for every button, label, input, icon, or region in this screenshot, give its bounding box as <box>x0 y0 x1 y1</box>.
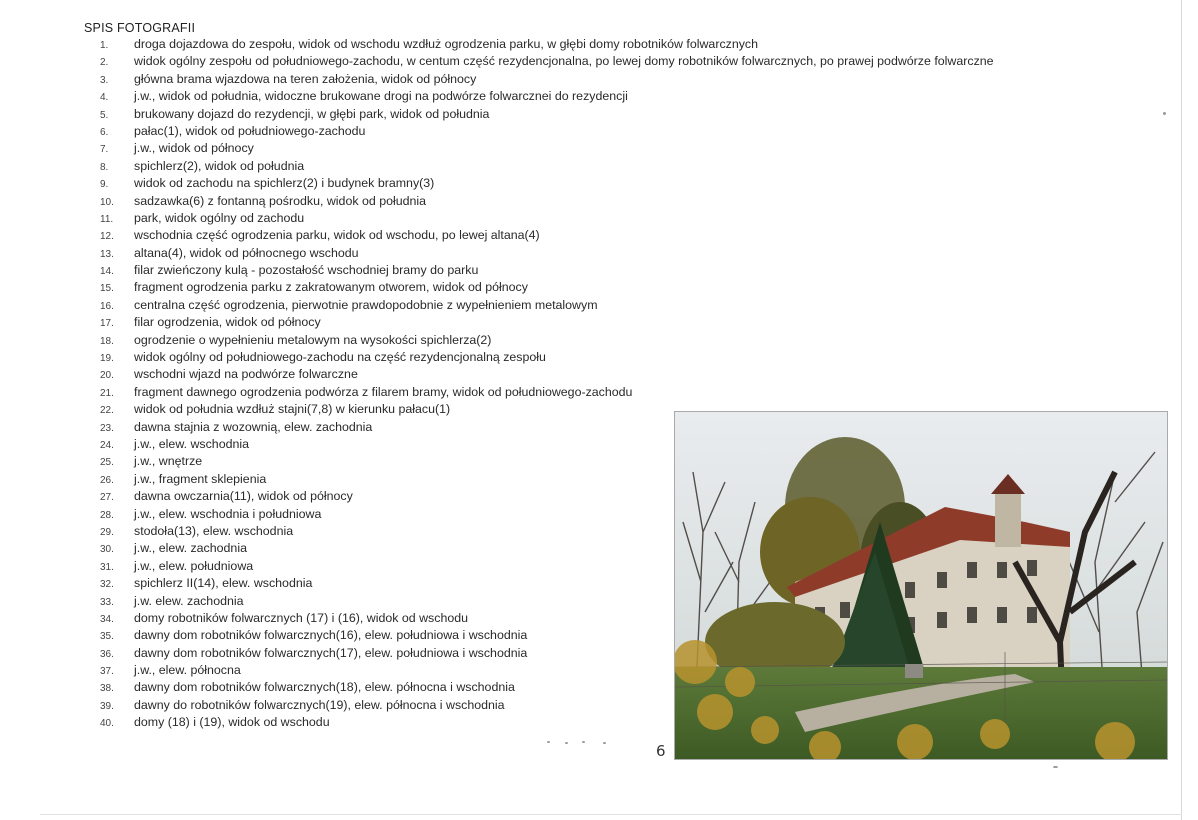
list-item <box>100 245 994 262</box>
item-text: pałac(1), widok od południowego-zachodu <box>134 123 366 138</box>
item-number: 20. <box>100 370 114 382</box>
list-item <box>100 349 994 366</box>
item-number: 24. <box>100 439 114 451</box>
item-number: 28. <box>100 509 114 521</box>
item-text: widok ogólny od południowego-zachodu na część rezydencjonalną zespołu <box>134 350 546 365</box>
list-item <box>100 314 994 331</box>
item-text: centralna część ogrodzenia, pierwotnie prawdopodobnie z wypełnieniem metalowym <box>134 297 598 312</box>
item-text: j.w., widok od południa, widoczne brukowane drogi na podwórze folwarcznei do rezydencji <box>134 89 628 104</box>
item-number: 32. <box>100 579 114 591</box>
item-number: 22. <box>100 405 114 417</box>
item-text: sadzawka(6) z fontanną pośrodku, widok od południa <box>134 193 427 208</box>
list-item <box>100 36 994 53</box>
item-text: park, widok ogólny od zachodu <box>134 210 305 225</box>
item-number: 3. <box>100 74 109 86</box>
item-text: brukowany dojazd do rezydencji, w głębi park, widok od południa <box>134 106 490 121</box>
item-number: 40. <box>100 718 114 730</box>
item-text: j.w. elew. zachodnia <box>134 593 244 608</box>
item-text: stodoła(13), elew. wschodnia <box>134 523 294 538</box>
item-text: dawny do robotników folwarcznych(19), elew. północna i wschodnia <box>134 697 505 712</box>
list-item <box>100 106 994 123</box>
scan-speck <box>565 742 568 744</box>
item-text: j.w., elew. południowa <box>134 558 254 573</box>
item-number: 31. <box>100 561 114 573</box>
item-text: ogrodzenie o wypełnieniu metalowym na wysokości spichlerza(2) <box>134 332 492 347</box>
item-text: spichlerz II(14), elew. wschodnia <box>134 576 313 591</box>
item-text: j.w., fragment sklepienia <box>134 471 267 486</box>
scan-speck <box>1163 112 1166 115</box>
list-item <box>100 175 994 192</box>
item-text: widok od zachodu na spichlerz(2) i budynek bramny(3) <box>134 176 435 191</box>
list-item <box>100 384 994 401</box>
item-text: wschodni wjazd na podwórze folwarczne <box>134 367 358 382</box>
item-text: j.w., widok od północy <box>134 141 254 156</box>
item-number: 18. <box>100 335 114 347</box>
item-number: 19. <box>100 353 114 365</box>
list-item <box>100 332 994 349</box>
item-text: filar zwieńczony kulą - pozostałość wschodniej bramy do parku <box>134 263 479 278</box>
item-number: 21. <box>100 387 114 399</box>
item-number: 37. <box>100 666 114 678</box>
item-text: fragment dawnego ogrodzenia podwórza z filarem bramy, widok od południowego-zachodu <box>134 384 633 399</box>
item-number: 2. <box>100 57 109 69</box>
item-text: fragment ogrodzenia parku z zakratowanym otworem, widok od północy <box>134 280 528 295</box>
page-number: 6 <box>656 742 666 760</box>
item-text: widok od południa wzdłuż stajni(7,8) w kierunku pałacu(1) <box>134 402 451 417</box>
page-edge-line <box>1181 0 1182 820</box>
item-number: 8. <box>100 161 109 173</box>
item-number: 33. <box>100 596 114 608</box>
item-number: 14. <box>100 266 114 278</box>
item-text: j.w., elew. zachodnia <box>134 541 247 556</box>
item-number: 12. <box>100 231 114 243</box>
scan-speck <box>547 741 550 743</box>
item-number: 7. <box>100 144 109 156</box>
item-text: domy (18) i (19), widok od wschodu <box>134 715 330 730</box>
item-text: droga dojazdowa do zespołu, widok od wschodu wzdłuż ogrodzenia parku, w głębi domy robotników folwarcznych <box>134 37 759 51</box>
item-number: 36. <box>100 648 114 660</box>
list-item <box>100 366 994 383</box>
list-item <box>100 262 994 279</box>
item-number: 25. <box>100 457 114 469</box>
item-number: 39. <box>100 700 114 712</box>
scan-speck <box>1053 766 1058 768</box>
item-number: 23. <box>100 422 114 434</box>
item-number: 13. <box>100 248 114 260</box>
item-number: 10. <box>100 196 114 208</box>
item-number: 15. <box>100 283 114 295</box>
item-number: 5. <box>100 109 109 121</box>
list-item <box>100 140 994 157</box>
item-text: filar ogrodzenia, widok od północy <box>134 315 321 330</box>
document-title: SPIS FOTOGRAFII <box>84 21 196 35</box>
list-item <box>100 53 994 70</box>
item-number: 29. <box>100 526 114 538</box>
item-text: dawny dom robotników folwarcznych(17), elew. południowa i wschodnia <box>134 645 528 660</box>
list-item <box>100 279 994 296</box>
list-item <box>100 210 994 227</box>
list-item <box>100 158 994 175</box>
list-item <box>100 71 994 88</box>
item-number: 16. <box>100 300 114 312</box>
item-text: główna brama wjazdowa na teren założenia, widok od północy <box>134 71 477 86</box>
item-text: j.w., wnętrze <box>134 454 203 469</box>
item-text: altana(4), widok od północnego wschodu <box>134 245 359 260</box>
list-item <box>100 193 994 210</box>
item-text: j.w., elew. północna <box>134 663 241 678</box>
item-text: j.w., elew. wschodnia <box>134 436 250 451</box>
item-number: 27. <box>100 492 114 504</box>
item-text: widok ogólny zespołu od południowego-zachodu, w centum część rezydencjonalna, po lewej domy robotników folwarcznych, po prawej podwórze folwarczne <box>134 54 994 69</box>
item-text: j.w., elew. wschodnia i południowa <box>134 506 322 521</box>
item-text: dawna owczarnia(11), widok od północy <box>134 489 353 504</box>
item-number: 9. <box>100 179 109 191</box>
list-item <box>100 227 994 244</box>
item-number: 34. <box>100 613 114 625</box>
item-number: 17. <box>100 318 114 330</box>
item-text: dawny dom robotników folwarcznych(16), elew. południowa i wschodnia <box>134 628 528 643</box>
scan-speck <box>603 742 606 744</box>
item-number: 35. <box>100 631 114 643</box>
photo-image <box>675 412 1167 759</box>
list-item <box>100 88 994 105</box>
item-number: 6. <box>100 126 109 138</box>
item-text: spichlerz(2), widok od południa <box>134 158 305 173</box>
item-text: wschodnia część ogrodzenia parku, widok od wschodu, po lewej altana(4) <box>134 228 540 243</box>
item-number: 30. <box>100 544 114 556</box>
item-text: dawny dom robotników folwarcznych(18), elew. północna i wschodnia <box>134 680 515 695</box>
item-number: 11. <box>100 213 114 225</box>
item-text: domy robotników folwarcznych (17) i (16), widok od wschodu <box>134 610 469 625</box>
list-item <box>100 123 994 140</box>
item-number: 38. <box>100 683 114 695</box>
list-item <box>100 297 994 314</box>
item-number: 1. <box>100 40 109 51</box>
item-number: 26. <box>100 474 114 486</box>
photo-manor-house <box>674 411 1168 760</box>
item-number: 4. <box>100 92 109 104</box>
item-text: dawna stajnia z wozownią, elew. zachodnia <box>134 419 373 434</box>
scan-speck <box>582 741 585 743</box>
page-bottom-line <box>40 814 1182 815</box>
